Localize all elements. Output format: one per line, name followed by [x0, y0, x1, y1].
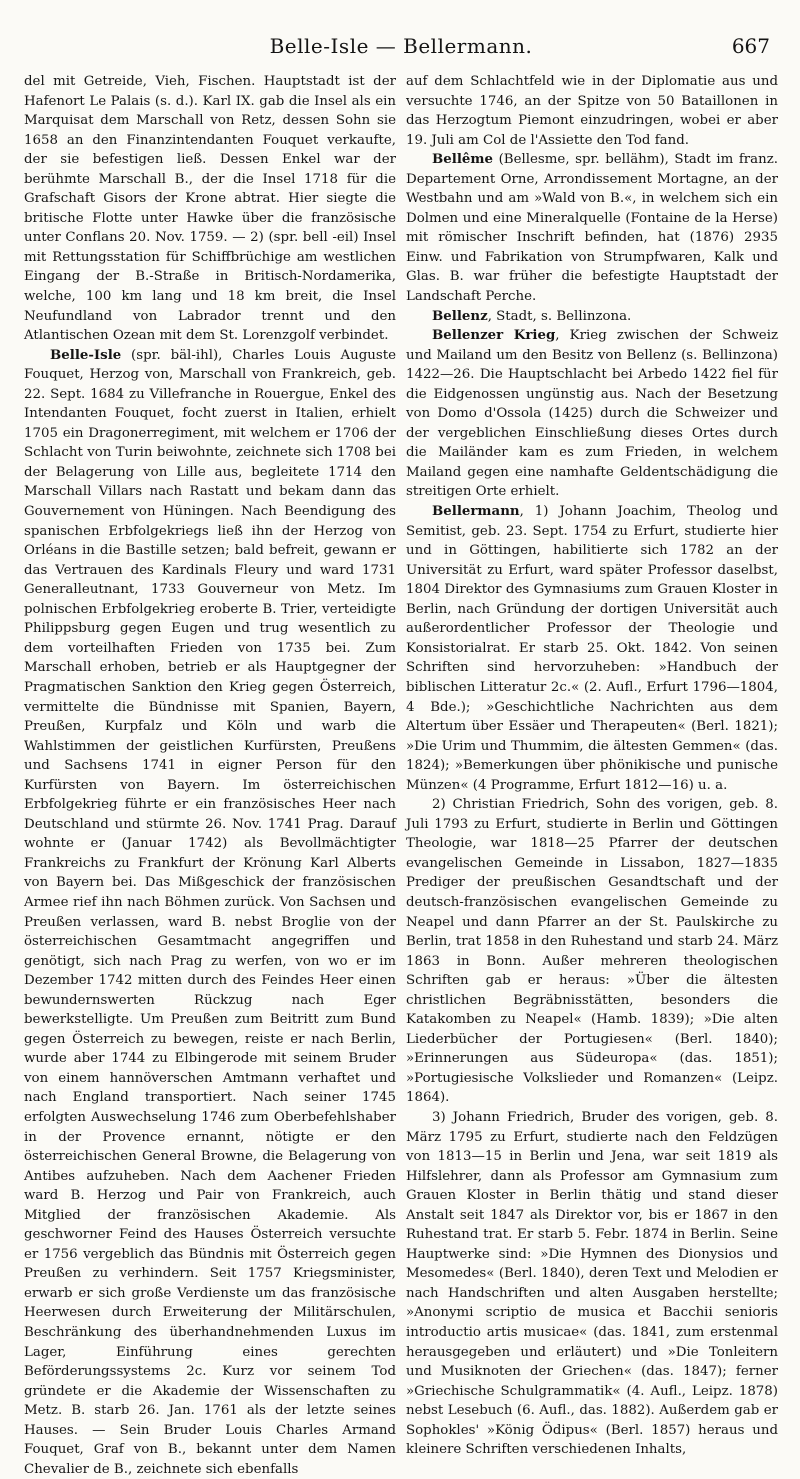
text-columns	[24, 72, 778, 1479]
entry-headword: Belle-Isle	[50, 346, 122, 363]
dictionary-entry	[24, 346, 396, 1479]
entry-headword: Bellermann	[432, 503, 520, 520]
dictionary-entry	[406, 72, 778, 150]
right-column	[406, 72, 778, 1479]
entry-text: 3) Johann Friedrich, Bruder des vorigen, geb. 8. März 1795 zu Erfurt, studierte nach den Feldzügen von 1813—15 in Berlin und Jena, war seit 1819 als Hilfslehrer, dann als Professor am Gymnasium zum Grauen Kloster in Berlin thätig und stand dieser Anstalt seit 1847 als Direktor vor, bis er 1867 in den Ruhestand trat. Er starb 5. Febr. 1874 in Berlin. Seine Hauptwerke sind: »Die Hymnen des Dionysios und Mesomedes« (Berl. 1840), deren Text und Melodien er nach Handschriften und alten Ausgaben herstellte; »Anonymi scriptio de musica et Bacchii senioris introductio artis musicae« (das. 1841, zum erstenmal herausgegeben und erläutert) und »Die Tonleitern und Musiknoten der Griechen« (das. 1847); ferner »Griechische Schulgrammatik« (4. Aufl., Leipz. 1878) nebst Lesebuch (6. Aufl., das. 1882). Außerdem gab er Sophokles' »König Ödipus« (Berl. 1857) heraus und kleinere Schriften verschiedenen Inhalts,	[406, 1109, 778, 1458]
entry-text: (Bellesme, spr. bellähm), Stadt im franz. Departement Orne, Arrondissement Mortagne, an der Westbahn und am »Wald von B.«, in welchem sich ein Dolmen und eine Mineralquelle (Fontaine de la Herse) mit römischer Inschrift befinden, hat (1876) 2935 Einw. und Fabrikation von Strumpfwaren, Kalk und Glas. B. war früher die befestigte Hauptstadt der Landschaft Perche.	[406, 152, 778, 305]
entry-headword: Bellême	[432, 151, 494, 168]
entry-text: del mit Getreide, Vieh, Fischen. Hauptstadt ist der Hafenort Le Palais (s. d.). Karl IX. gab die Insel als ein Marquisat dem Marschall von Retz, dessen Sohn sie 1658 an den Finanzintendanten Fouquet verkaufte, der sie befestigen ließ. Dessen Enkel war der berühmte Marschall B., der die Insel 1718 für die Grafschaft Gisors der Krone abtrat. Hier siegte die britische Flotte unter Hawke über die französische unter Conflans 20. Nov. 1759. — 2) (spr. bell -eil) Insel mit Rettungsstation für Schiffbrüchige am westlichen Eingang der B.-Straße in Britisch-Nordamerika, welche, 100 km lang und 18 km breit, die Insel Neufundland von Labrador trennt und den Atlantischen Ozean mit dem St. Lorenzgolf verbindet.	[24, 74, 396, 344]
entry-text: (spr. bäl-ihl), Charles Louis Auguste Fouquet, Herzog von, Marschall von Frankreich, geb. 22. Sept. 1684 zu Villefranche in Rouergue, Enkel des Intendanten Fouquet, focht zuerst in Italien, erhielt 1705 ein Dragonerregiment, mit welchem er 1706 der Schlacht von Turin beiwohnte, zeichnete sich 1708 bei der Belagerung von Lille aus, begleitete 1714 den Marschall Villars nach Rastatt und bekam dann das Gouvernement von Hüningen. Nach Beendigung des spanischen Erbfolgekriegs ließ ihn der Herzog von Orléans in die Bastille setzen; bald befreit, gewann er das Vertrauen des Kardinals Fleury und ward 1731 Generalleutnant, 1733 Gouverneur von Metz. Im polnischen Erbfolgekrieg eroberte B. Trier, verteidigte Philippsburg gegen Eugen und trug wesentlich zu dem vorteilhaften Frieden von 1735 bei. Zum Marschall erhoben, betrieb er als Hauptgegner der Pragmatischen Sanktion den Krieg gegen Österreich, vermittelte die Bündnisse mit Spanien, Bayern, Preußen, Kurpfalz und Köln und warb die Wahlstimmen der geistlichen Kurfürsten, Preußens und Sachsens 1741 in eigner Person für den Kurfürsten von Bayern. Im österreichischen Erbfolgekrieg führte er ein französisches Heer nach Deutschland und stürmte 26. Nov. 1741 Prag. Darauf wohnte er (Januar 1742) als Bevollmächtigter Frankreichs zu Frankfurt der Krönung Karl Alberts von Bayern bei. Das Mißgeschick der französischen Armee rief ihn nach Böhmen zurück. Von Sachsen und Preußen verlassen, ward B. nebst Broglie von der österreichischen Gesamtmacht angegriffen und genötigt, sich nach Prag zu werfen, von wo er im Dezember 1742 mitten durch des Feindes Heer einen bewundernswerten Rückzug nach Eger bewerkstelligte. Um Preußen zum Beitritt zum Bund gegen Österreich zu bewegen, reiste er nach Berlin, wurde aber 1744 zu Elbingerode mit seinem Bruder von einem hannöverschen Amtmann verhaftet und nach England transportiert. Nach seiner 1745 erfolgten Auswechselung 1746 zum Oberbefehlshaber in der Provence ernannt, nötigte er den österreichischen General Browne, die Belagerung von Antibes aufzuheben. Nach dem Aachener Frieden ward B. Herzog und Pair von Frankreich, auch Mitglied der französischen Akademie. Als geschworner Feind des Hauses Österreich versuchte er 1756 vergeblich das Bündnis mit Österreich gegen Preußen zu verhindern. Seit 1757 Kriegsminister, erwarb er sich große Verdienste um das französische Heerwesen durch Erweiterung der Militärschulen, Beschränkung des überhandnehmenden Luxus im Lager, Einführung eines gerechten Beförderungssystems 2c. Kurz vor seinem Tod gründete er die Akademie der Wissenschaften zu Metz. B. starb 26. Jan. 1761 als der letzte seines Hauses. — Sein Bruder Louis Charles Armand Fouquet, Graf von B., bekannt unter dem Namen Chevalier de B., zeichnete sich ebenfalls	[24, 347, 396, 1477]
dictionary-entry	[406, 150, 778, 306]
dictionary-entry	[406, 502, 778, 795]
entry-text: , Stadt, s. Bellinzona.	[487, 308, 632, 324]
dictionary-entry	[406, 1108, 778, 1460]
entry-text: auf dem Schlachtfeld wie in der Diplomatie aus und versuchte 1746, an der Spitze von 50 Bataillonen in das Herzogtum Piemont einzudringen, wobei er aber 19. Juli am Col de l'Assiette den Tod fand.	[406, 74, 778, 148]
dictionary-entry	[406, 307, 778, 327]
page-number: 667	[731, 34, 770, 58]
running-head	[24, 34, 778, 68]
dictionary-entry	[406, 795, 778, 1108]
entry-text: , 1) Johann Joachim, Theolog und Semitist, geb. 23. Sept. 1754 zu Erfurt, studierte hier und in Göttingen, habilitierte sich 1782 an der Universität zu Erfurt, ward später Professor daselbst, 1804 Direktor des Gymnasiums zum Grauen Kloster in Berlin, nach Gründung der dortigen Universität auch außerordentlicher Professor der Theologie und Konsistorialrat. Er starb 25. Okt. 1842. Von seinen Schriften sind hervorzuheben: »Handbuch der biblischen Litteratur 2c.« (2. Aufl., Erfurt 1796—1804, 4 Bde.); »Geschichtliche Nachrichten aus dem Altertum über Essäer und Therapeuten« (Berl. 1821); »Die Urim und Thummim, die ältesten Gemmen« (das. 1824); »Bemerkungen über phönikische und punische Münzen« (4 Programme, Erfurt 1812—16) u. a.	[406, 504, 778, 793]
entry-headword: Bellenzer Krieg	[432, 327, 556, 344]
dictionary-entry	[24, 72, 396, 346]
dictionary-entry	[406, 326, 778, 502]
left-column	[24, 72, 396, 1479]
entry-text: 2) Christian Friedrich, Sohn des vorigen, geb. 8. Juli 1793 zu Erfurt, studierte in Berlin und Göttingen Theologie, war 1818—25 Pfarrer der deutschen evangelischen Gemeinde in Lissabon, 1827—1835 Prediger der preußischen Gesandtschaft und der deutsch-französischen evangelischen Gemeinde zu Neapel und dann Pfarrer an der St. Paulskirche zu Berlin, trat 1858 in den Ruhestand und starb 24. März 1863 in Bonn. Außer mehreren theologischen Schriften gab er heraus: »Über die ältesten christlichen Begräbnisstätten, besonders die Katakomben zu Neapel« (Hamb. 1839); »Die alten Liederbücher der Portugiesen« (Berl. 1840); »Erinnerungen aus Südeuropa« (das. 1851); »Portugiesische Volkslieder und Romanzen« (Leipz. 1864).	[406, 797, 778, 1106]
entry-headword: Bellenz	[432, 307, 488, 324]
entry-text: , Krieg zwischen der Schweiz und Mailand um den Besitz von Bellenz (s. Bellinzona) 1422—26. Die Hauptschlacht bei Arbedo 1422 fiel für die Eidgenossen ungünstig aus. Nach der Besetzung von Domo d'Ossola (1425) durch die Schweizer und der vergeblichen Einschließung dieses Ortes durch die Mailänder kam es zum Frieden, in welchem Mailand gegen eine namhafte Geldentschädigung die streitigen Orte erhielt.	[406, 328, 778, 500]
running-head-title: Belle-Isle — Bellermann.	[269, 34, 533, 58]
